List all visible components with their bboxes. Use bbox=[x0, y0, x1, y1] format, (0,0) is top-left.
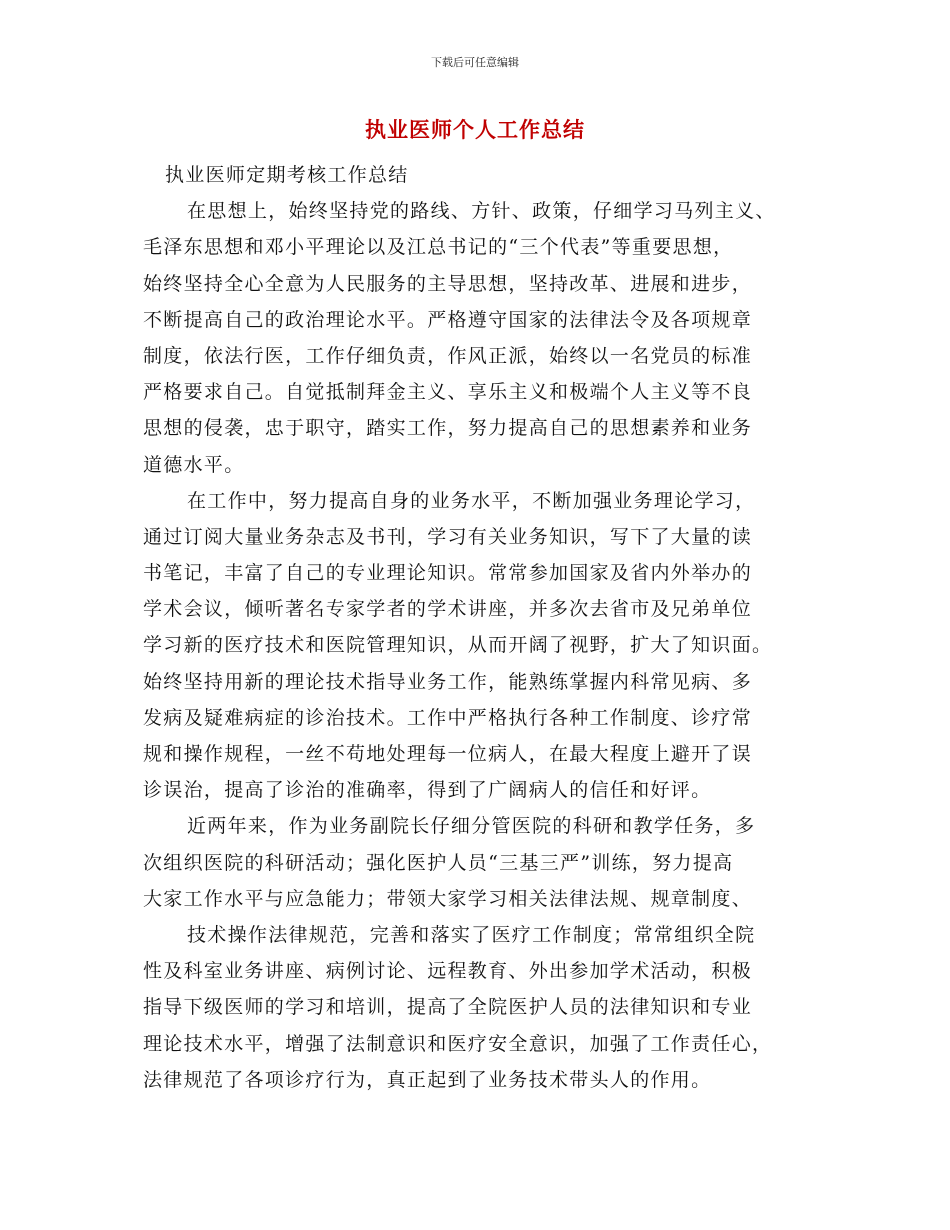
paragraph-2-line: 规和操作规程，一丝不苟地处理每一位病人，在最大程度上避开了误 bbox=[143, 743, 753, 765]
paragraph-3-line: 次组织医院的科研活动；强化医护人员“三基三严”训练，努力提高 bbox=[143, 851, 734, 874]
paragraph-2-line: 在工作中，努力提高自身的业务水平，不断加强业务理论学习， bbox=[187, 489, 756, 512]
paragraph-1-line: 毛泽东思想和邓小平理论以及江总书记的“三个代表”等重要思想， bbox=[143, 236, 734, 259]
paragraph-4-line: 法律规范了各项诊疗行为，真正起到了业务技术带头人的作用。 bbox=[143, 1068, 712, 1091]
paragraph-1-line: 在思想上，始终坚持党的路线、方针、政策，仔细学习马列主义、 bbox=[187, 200, 776, 223]
paragraph-2-line: 始终坚持用新的理论技术指导业务工作，能熟练掌握内科常见病、多 bbox=[143, 670, 753, 693]
paragraph-2-line: 学习新的医疗技术和医院管理知识，从而开阔了视野，扩大了知识面。 bbox=[143, 634, 773, 657]
paragraph-2-line: 学术会议，倾听著名专家学者的学术讲座，并多次去省市及兄弟单位 bbox=[143, 598, 753, 621]
document-title: 执业医师个人工作总结 bbox=[365, 118, 585, 142]
paragraph-4-line: 性及科室业务讲座、病例讨论、远程教育、外出参加学术活动，积极 bbox=[143, 960, 753, 983]
document-body bbox=[143, 157, 813, 1098]
paragraph-1-line: 始终坚持全心全意为人民服务的主导思想，坚持改革、进展和进步， bbox=[143, 272, 753, 295]
paragraph-3-line: 大家工作水平与应急能力；带领大家学习相关法律法规、规章制度、 bbox=[143, 887, 753, 910]
paragraph-2-line: 发病及疑难病症的诊治技术。工作中严格执行各种工作制度、诊疗常 bbox=[143, 706, 753, 729]
paragraph-4-line: 技术操作法律规范，完善和落实了医疗工作制度；常常组织全院 bbox=[187, 923, 756, 946]
paragraph-2-line: 书笔记，丰富了自己的专业理论知识。常常参加国家及省内外举办的 bbox=[143, 562, 753, 585]
paragraph-4-line: 理论技术水平，增强了法制意识和医疗安全意识，加强了工作责任心， bbox=[143, 1032, 773, 1055]
document-subtitle: 执业医师定期考核工作总结 bbox=[165, 164, 409, 186]
paragraph-3-line: 近两年来，作为业务副院长仔细分管医院的科研和教学任务，多 bbox=[187, 815, 756, 838]
paragraph-2-line: 通过订阅大量业务杂志及书刊，学习有关业务知识，写下了大量的读 bbox=[143, 525, 753, 548]
paragraph-1-line: 思想的侵袭，忠于职守，踏实工作，努力提高自己的思想素养和业务 bbox=[143, 417, 753, 440]
paragraph-1-line: 不断提高自己的政治理论水平。严格遵守国家的法律法令及各项规章 bbox=[143, 308, 753, 331]
paragraph-1-line: 严格要求自己。自觉抵制拜金主义、享乐主义和极端个人主义等不良 bbox=[143, 381, 753, 404]
paragraph-2-line: 诊误治，提高了诊治的准确率，得到了广阔病人的信任和好评。 bbox=[143, 779, 712, 802]
header-note: 下载后可任意编辑 bbox=[431, 56, 519, 69]
paragraph-1-line: 制度，依法行医，工作仔细负责，作风正派，始终以一名党员的标准 bbox=[143, 344, 753, 367]
paragraph-1-line: 道德水平。 bbox=[143, 453, 245, 476]
paragraph-4-line: 指导下级医师的学习和培训，提高了全院医护人员的法律知识和专业 bbox=[143, 996, 753, 1019]
